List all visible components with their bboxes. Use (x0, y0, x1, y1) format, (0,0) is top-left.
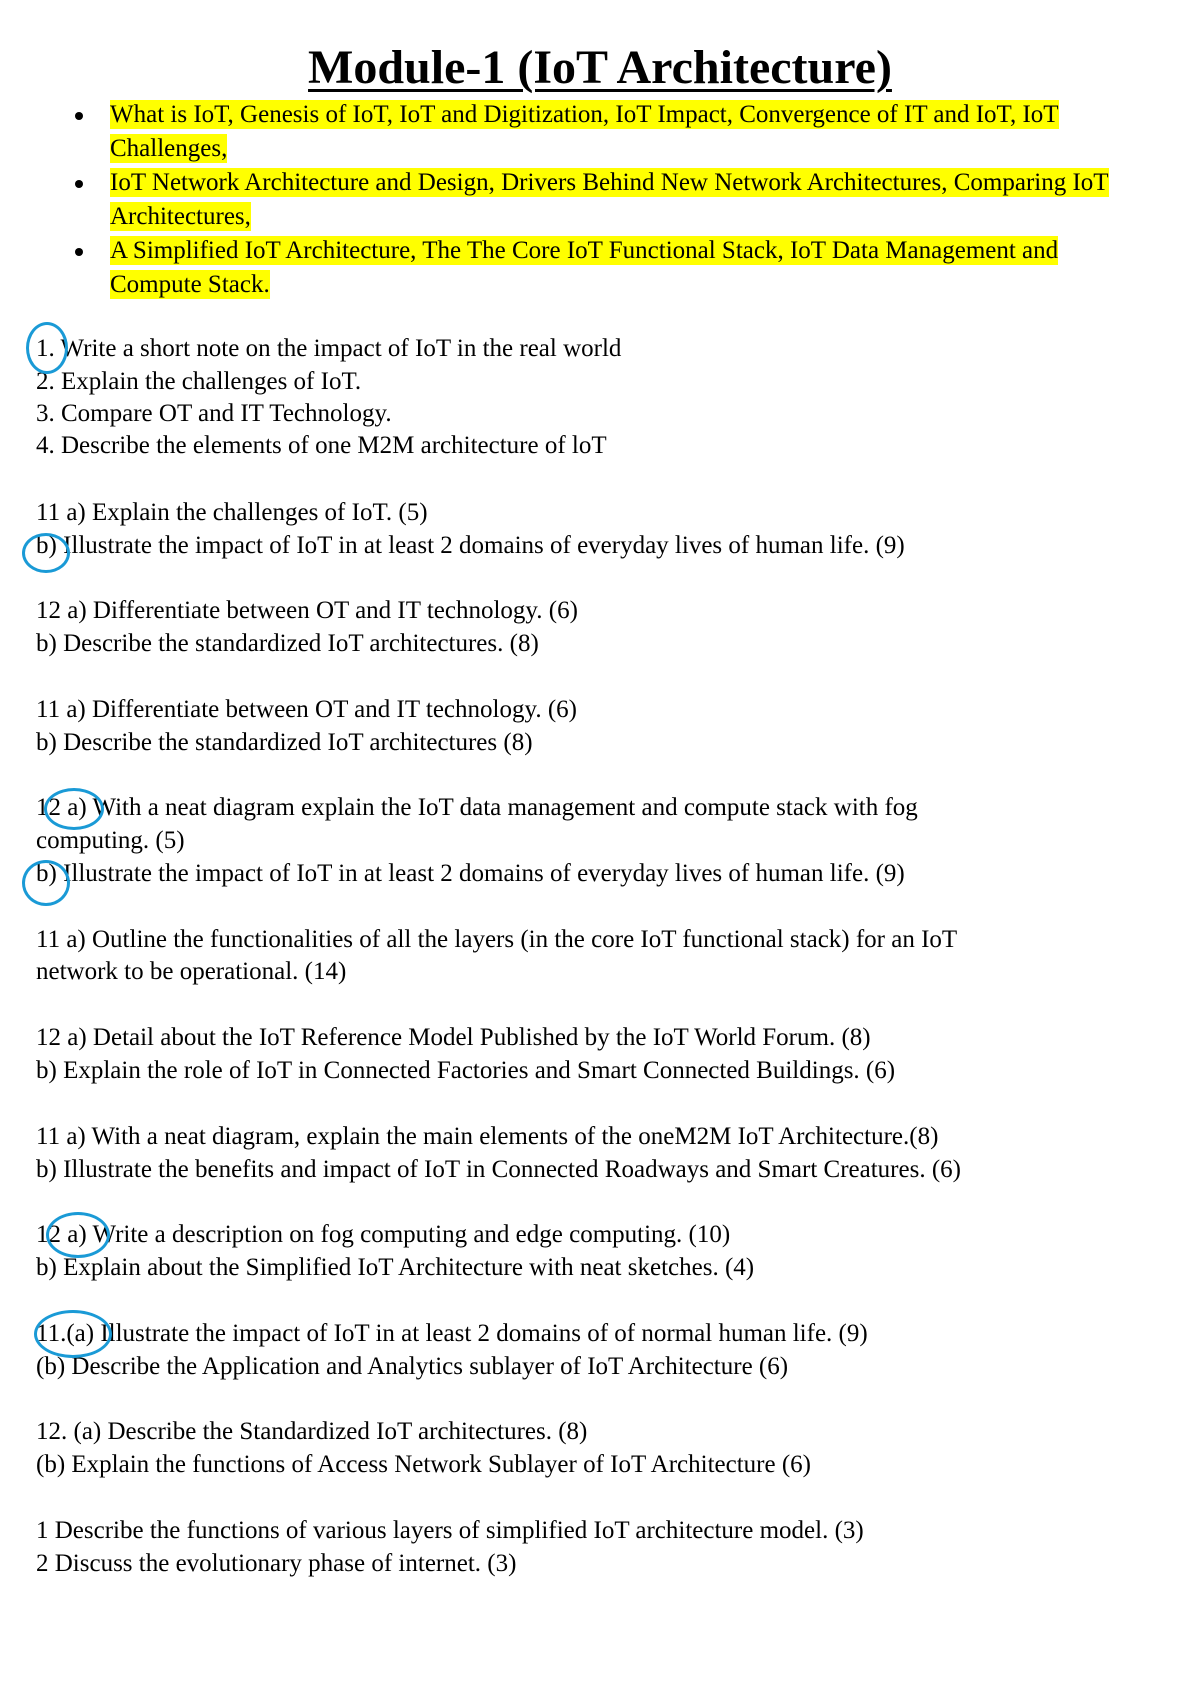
bullet-icon (75, 180, 83, 188)
question-line: b) Describe the standardized IoT architectures. (8) (36, 630, 539, 657)
question-line: 11 a) With a neat diagram, explain the main elements of the oneM2M IoT Architecture.(8) (36, 1123, 939, 1150)
topic-text: IoT Network Architecture and Design, Drivers Behind New Network Architectures, Comparing IoT Architectures, (110, 169, 1109, 230)
question-line: 1. Write a short note on the impact of IoT in the real world (36, 335, 622, 362)
question-line: b) Illustrate the impact of IoT in at least 2 domains of everyday lives of human life. (9) (36, 532, 905, 559)
topic-text: A Simplified IoT Architecture, The The Core IoT Functional Stack, IoT Data Management and Compute Stack. (110, 237, 1059, 298)
question-line: 11 a) Explain the challenges of IoT. (5) (36, 499, 428, 526)
question-line: 2 Discuss the evolutionary phase of internet. (3) (36, 1550, 517, 1577)
bullet-icon (75, 248, 83, 256)
question-line: b) Describe the standardized IoT architectures (8) (36, 729, 533, 756)
question-line: computing. (5) (36, 827, 185, 854)
question-line: 12. (a) Describe the Standardized IoT architectures. (8) (36, 1418, 588, 1445)
question-line: 11.(a) Illustrate the impact of IoT in at least 2 domains of of normal human life. (9) (36, 1320, 868, 1347)
question-line: 1 Describe the functions of various layers of simplified IoT architecture model. (3) (36, 1517, 864, 1544)
question-line: 2. Explain the challenges of IoT. (36, 368, 362, 395)
topic-item (72, 166, 1152, 234)
question-line: 12 a) Differentiate between OT and IT technology. (6) (36, 597, 578, 624)
question-line: 12 a) Write a description on fog computing and edge computing. (10) (36, 1221, 731, 1248)
bullet-icon (75, 112, 83, 120)
question-line: 12 a) Detail about the IoT Reference Model Published by the IoT World Forum. (8) (36, 1024, 871, 1051)
question-line: 3. Compare OT and IT Technology. (36, 400, 392, 427)
question-line: 12 a) With a neat diagram explain the IoT data management and compute stack with fog (36, 794, 918, 821)
topic-item (72, 98, 1152, 166)
topic-text: What is IoT, Genesis of IoT, IoT and Digitization, IoT Impact, Convergence of IT and IoT, IoT Challenges, (110, 101, 1059, 162)
page-title: Module-1 (IoT Architecture) (308, 41, 892, 94)
question-line: (b) Describe the Application and Analytics sublayer of IoT Architecture (6) (36, 1353, 789, 1380)
topic-list (72, 98, 1152, 302)
topic-item (72, 234, 1152, 302)
question-line: b) Explain about the Simplified IoT Architecture with neat sketches. (4) (36, 1254, 755, 1281)
question-line: network to be operational. (14) (36, 958, 347, 985)
question-line: (b) Explain the functions of Access Network Sublayer of IoT Architecture (6) (36, 1451, 811, 1478)
question-line: 11 a) Outline the functionalities of all the layers (in the core IoT functional stack) for an IoT (36, 926, 958, 953)
question-line: 11 a) Differentiate between OT and IT technology. (6) (36, 696, 578, 723)
question-line: b) Explain the role of IoT in Connected Factories and Smart Connected Buildings. (6) (36, 1057, 896, 1084)
question-line: b) Illustrate the impact of IoT in at least 2 domains of everyday lives of human life. (9) (36, 860, 905, 887)
question-line: 4. Describe the elements of one M2M architecture of loT (36, 432, 607, 459)
question-line: b) Illustrate the benefits and impact of IoT in Connected Roadways and Smart Creatures. (6) (36, 1156, 961, 1183)
